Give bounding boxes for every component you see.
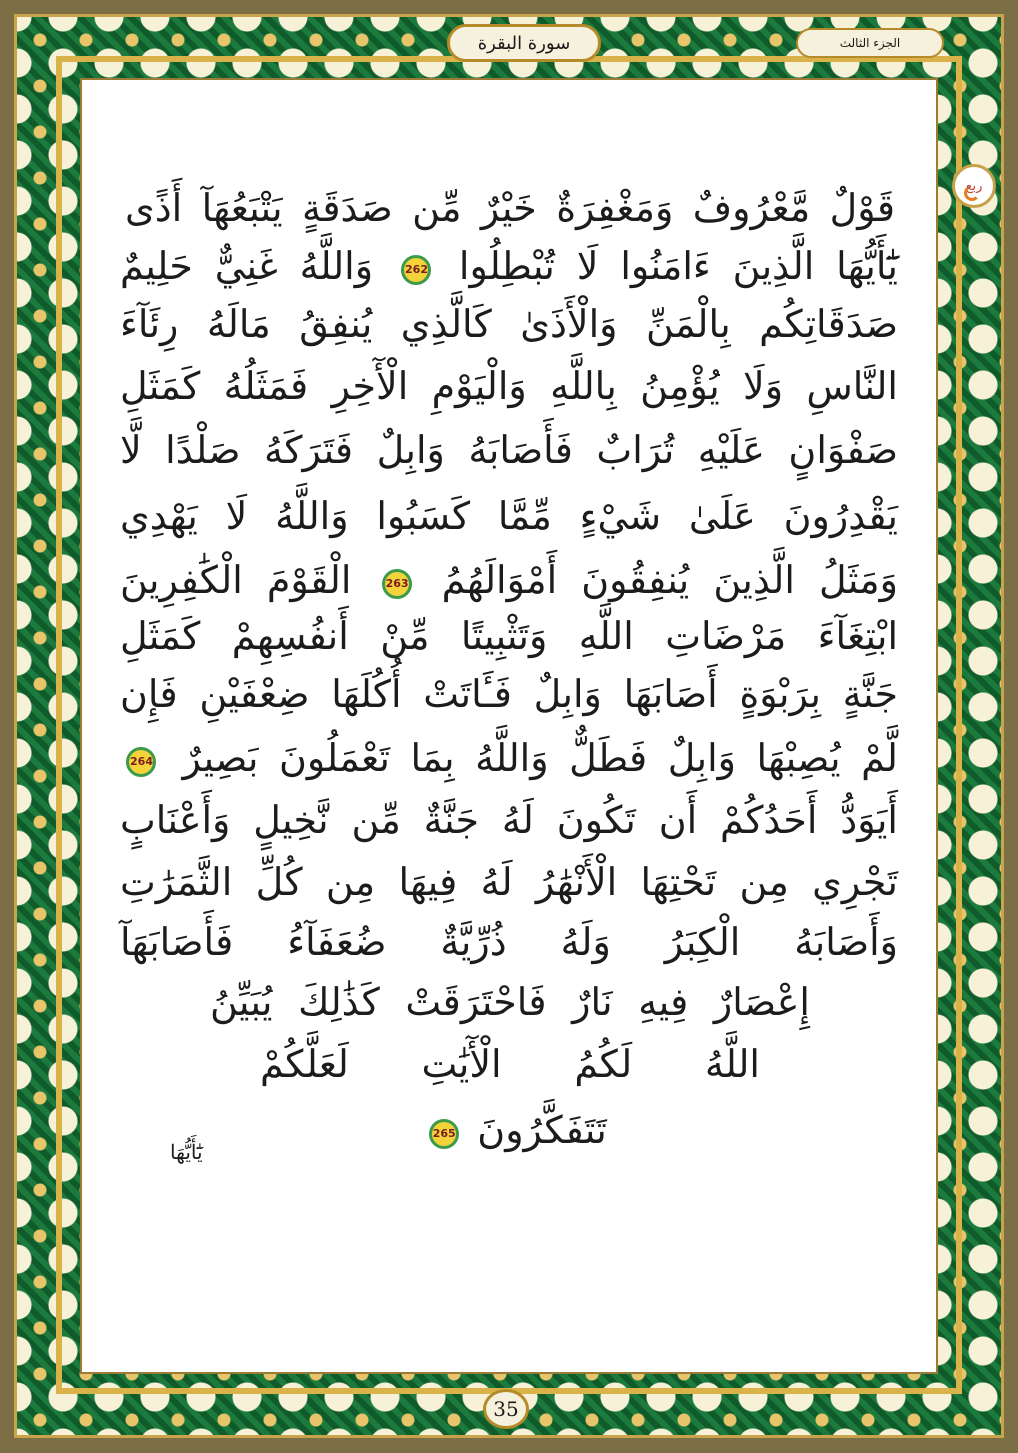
verse-line: اللَّهُ لَكُمُ الْأٓيَٰتِ لَعَلَّكُمْ bbox=[260, 1042, 760, 1086]
crescent-icon bbox=[964, 185, 980, 201]
verse-line: ابْتِغَآءَ مَرْضَاتِ اللَّهِ وَتَثْبِيتًا مِّنْ أَنفُسِهِمْ كَمَثَلِ bbox=[120, 614, 898, 658]
verse-line: تَجْرِي مِن تَحْتِهَا الْأَنْهَٰرُ لَهُ فِيهَا مِن كُلِّ الثَّمَرَٰتِ bbox=[120, 860, 898, 904]
verse-line: وَأَصَابَهُ الْكِبَرُ وَلَهُ ذُرِّيَّةٌ ضُعَفَآءُ فَأَصَابَهَآ bbox=[120, 920, 898, 964]
catchword: يَٰٓأَيُّهَا bbox=[170, 1140, 203, 1164]
page-number: 35 bbox=[483, 1389, 529, 1429]
verse-line: يَٰٓأَيُّهَا الَّذِينَ ءَامَنُوا لَا تُبْطِلُوا 262 وَاللَّهُ غَنِيٌّ حَلِيمٌ bbox=[120, 244, 898, 288]
hizb-label: ربع bbox=[965, 178, 983, 194]
verse-number-marker: 262 bbox=[401, 255, 431, 285]
verse-line: النَّاسِ وَلَا يُؤْمِنُ بِاللَّهِ وَالْيَوْمِ الْأٓخِرِ فَمَثَلُهُ كَمَثَلِ bbox=[120, 364, 898, 408]
verse-line: تَتَفَكَّرُونَ 265 bbox=[395, 1100, 635, 1160]
verse-line: أَيَوَدُّ أَحَدُكُمْ أَن تَكُونَ لَهُ جَنَّةٌ مِّن نَّخِيلٍ وَأَعْنَابٍ bbox=[120, 798, 898, 842]
hizb-quarter-icon bbox=[952, 164, 996, 208]
verse-line: صَفْوَانٍ عَلَيْهِ تُرَابٌ فَأَصَابَهُ وَابِلٌ فَتَرَكَهُ صَلْدًا لَّا bbox=[120, 428, 898, 472]
verse-line: لَّمْ يُصِبْهَا وَابِلٌ فَطَلٌّ وَاللَّهُ بِمَا تَعْمَلُونَ بَصِيرٌ 264 bbox=[120, 728, 898, 788]
verse-line: قَوْلٌ مَّعْرُوفٌ وَمَغْفِرَةٌ خَيْرٌ مِّن صَدَقَةٍ يَتْبَعُهَآ أَذًى bbox=[125, 186, 895, 230]
verse-line: يَقْدِرُونَ عَلَىٰ شَيْءٍ مِّمَّا كَسَبُوا وَاللَّهُ لَا يَهْدِي bbox=[120, 494, 898, 538]
verse-number-marker: 263 bbox=[382, 569, 412, 599]
verse-line: إِعْصَارٌ فِيهِ نَارٌ فَاحْتَرَقَتْ كَذَٰلِكَ يُبَيِّنُ bbox=[210, 980, 810, 1024]
verse-number-marker: 264 bbox=[126, 747, 156, 777]
verse-line: وَمَثَلُ الَّذِينَ يُنفِقُونَ أَمْوَالَهُمُ 263 الْقَوْمَ الْكَٰفِرِينَ bbox=[120, 558, 898, 602]
verse-line: صَدَقَاتِكُم بِالْمَنِّ وَالْأَذَىٰ كَالَّذِي يُنفِقُ مَالَهُ رِئَآءَ bbox=[120, 302, 898, 346]
surah-name-cartouche: سورة البقرة bbox=[447, 24, 601, 62]
verse-line: جَنَّةٍ بِرَبْوَةٍ أَصَابَهَا وَابِلٌ فَـَٔاتَتْ أُكُلَهَا ضِعْفَيْنِ فَإِن bbox=[120, 672, 898, 716]
verse-number-marker: 265 bbox=[429, 1119, 459, 1149]
juz-label: الجزء الثالث bbox=[796, 28, 944, 58]
